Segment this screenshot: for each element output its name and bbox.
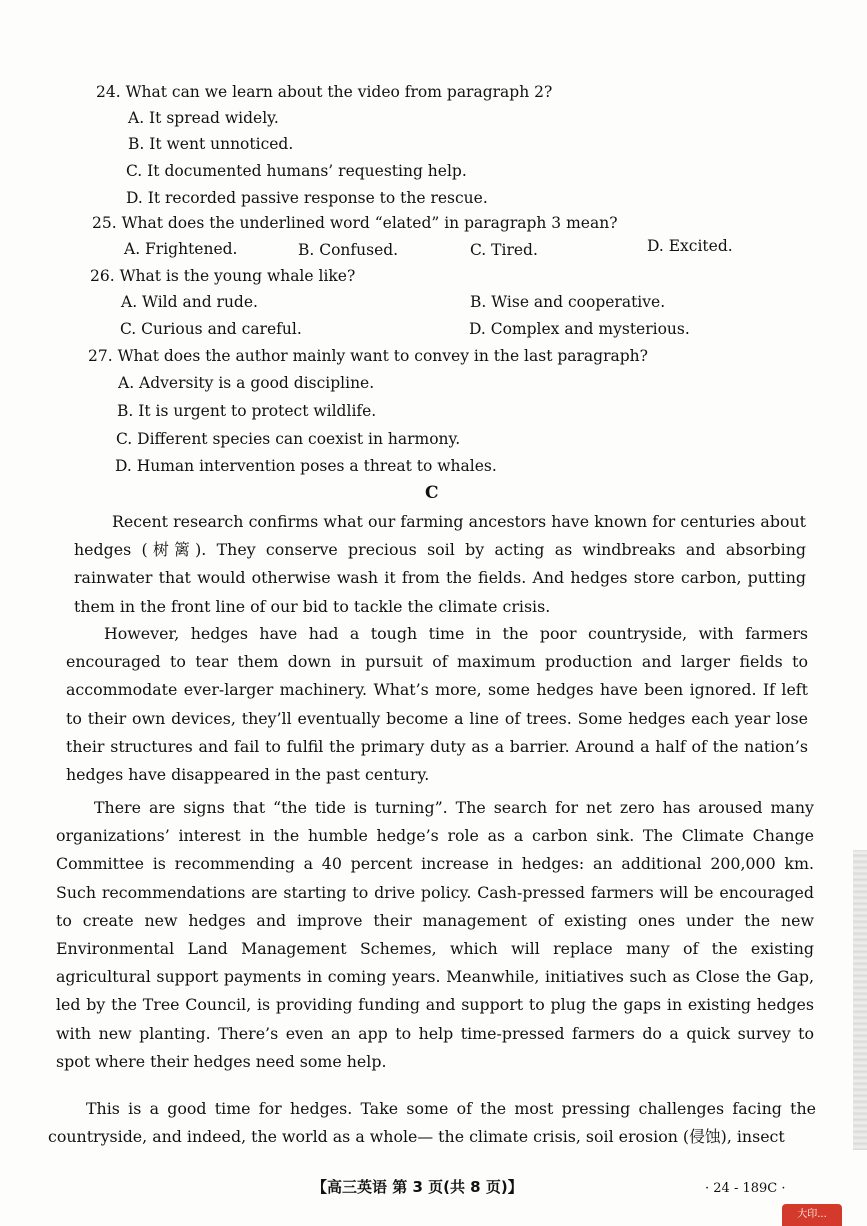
question-27-option-d: D. Human intervention poses a threat to whales.	[115, 457, 497, 475]
question-26-option-a: A. Wild and rude.	[121, 293, 258, 311]
question-24-stem: 24. What can we learn about the video from paragraph 2?	[96, 83, 553, 101]
passage-paragraph-4: This is a good time for hedges. Take some of the most pressing challenges facing the countryside, and indeed, the world as a whole— the climate crisis, soil erosion (侵蚀), insect	[48, 1099, 816, 1147]
question-27-option-b: B. It is urgent to protect wildlife.	[117, 402, 377, 420]
passage-paragraph-3: There are signs that “the tide is turning”. The search for net zero has aroused many organizations’ interest in the humble hedge’s role as a carbon sink. The Climate Change Committee is recommending a 40 percent increase in hedges: an additional 200,000 km. Such recommendations are starting to drive policy. Cash-pressed farmers will be encouraged to create new hedges and improve their management of existing ones under the new Environmental Land Management Schemes, which will replace many of the existing agricultural support payments in coming years. Meanwhile, initiatives such as Close the Gap, led by the Tree Council, is providing funding and support to plug the gaps in existing hedges with new planting. There’s even an app to help time-pressed farmers do a quick survey to spot where their hedges need some help.	[56, 798, 814, 1071]
question-24-option-a: A. It spread widely.	[128, 109, 279, 127]
question-25-option-c: C. Tired.	[470, 241, 538, 259]
question-27-option-c: C. Different species can coexist in harmony.	[116, 430, 461, 448]
section-heading: C	[425, 483, 439, 503]
passage-paragraph-1: Recent research confirms what our farming ancestors have known for centuries about hedges (树篱). They conserve precious soil by acting as windbreaks and absorbing rainwater that would otherwise wash it from the fields. And hedges store carbon, putting them in the front line of our bid to tackle the climate crisis.	[74, 512, 806, 616]
question-24-option-d: D. It recorded passive response to the rescue.	[126, 189, 488, 207]
exam-code: · 24 - 189C ·	[705, 1181, 786, 1196]
question-25-option-b: B. Confused.	[298, 241, 399, 259]
page-footer: 【高三英语 第 3 页(共 8 页)】	[312, 1178, 523, 1196]
question-24-option-c: C. It documented humans’ requesting help.	[126, 162, 467, 180]
passage-paragraph-2: However, hedges have had a tough time in the poor countryside, with farmers encouraged to tear them down in pursuit of maximum production and larger fields to accommodate ever-larger machinery. What’s more, some hedges have been ignored. If left to their own devices, they’ll eventually become a line of trees. Some hedges each year lose their structures and fail to fulfil the primary duty as a barrier. Around a half of the nation’s hedges have disappeared in the past century.	[66, 624, 808, 785]
question-26-option-b: B. Wise and cooperative.	[470, 293, 666, 311]
question-24-option-b: B. It went unnoticed.	[128, 135, 294, 153]
red-stamp: 大印...	[782, 1204, 842, 1226]
question-27-stem: 27. What does the author mainly want to convey in the last paragraph?	[88, 347, 648, 365]
question-25-option-a: A. Frightened.	[124, 240, 238, 258]
question-26-option-c: C. Curious and careful.	[120, 320, 302, 338]
question-25-stem: 25. What does the underlined word “elated” in paragraph 3 mean?	[92, 214, 618, 232]
question-26-option-d: D. Complex and mysterious.	[469, 320, 690, 338]
question-25-option-d: D. Excited.	[647, 237, 733, 255]
question-26-stem: 26. What is the young whale like?	[90, 267, 356, 285]
question-27-option-a: A. Adversity is a good discipline.	[118, 374, 375, 392]
binding-edge-mark	[853, 850, 867, 1150]
